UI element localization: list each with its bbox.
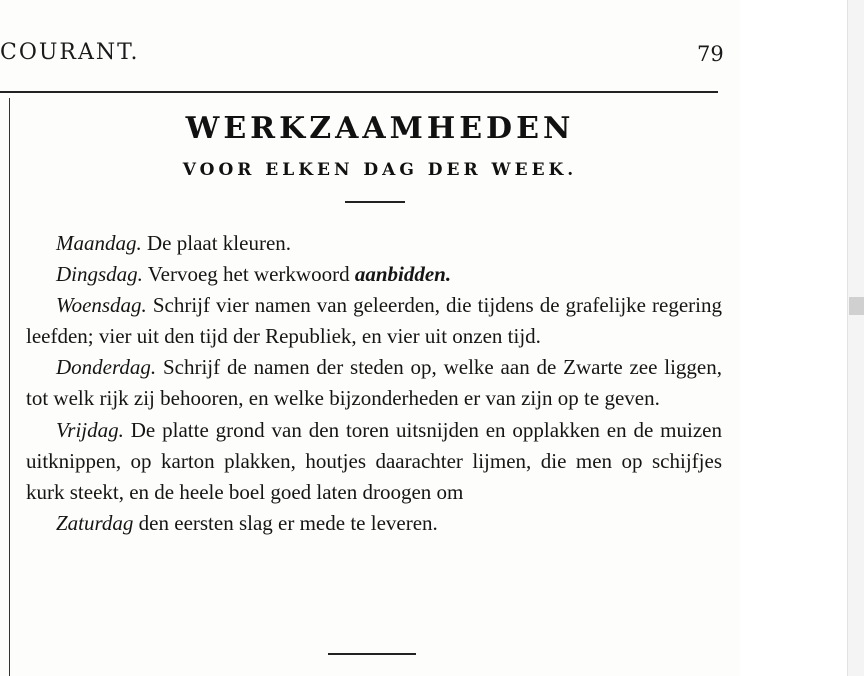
weekly-tasks — [26, 228, 722, 539]
entry-wednesday — [26, 290, 722, 352]
entry-tuesday — [26, 259, 722, 290]
column-rule — [9, 98, 10, 676]
running-title: COURANT. — [0, 40, 140, 65]
day-label: Vrijdag. — [56, 417, 124, 442]
entry-saturday — [26, 508, 722, 539]
day-label: Maandag. — [56, 231, 142, 255]
header-rule — [0, 91, 718, 93]
section-title: WERKZAAMHEDEN — [185, 111, 575, 146]
entry-monday — [26, 228, 722, 259]
title-divider — [345, 201, 405, 203]
page-number: 79 — [697, 42, 724, 66]
scrollbar-thumb[interactable] — [849, 297, 864, 315]
day-label: Zaturdag — [56, 510, 134, 535]
entry-friday — [26, 415, 722, 508]
entry-text: De plaat kleuren. — [141, 231, 292, 255]
day-label: Dingsdag. — [56, 262, 143, 287]
entry-text: Schrijf vier namen van geleerden, die tijdens de grafelijke regering leefden; vier uit den tijd der Republiek, en vier uit onzen tijd. — [26, 293, 722, 349]
emphasized-word: aanbidden. — [354, 262, 452, 287]
entry-text: Vervoeg het werkwoord — [142, 262, 355, 287]
right-margin — [740, 0, 848, 676]
entry-text: den eersten slag er mede te leveren. — [133, 510, 438, 535]
section-subtitle: VOOR ELKEN DAG DER WEEK. — [182, 160, 578, 180]
entry-thursday — [26, 352, 722, 414]
scrollbar-track[interactable] — [847, 0, 864, 676]
entry-text: Schrijf de namen der steden op, welke aan de Zwarte zee liggen, tot welk rijk zij behooren, en welke bijzonderheden er van zijn op te geven. — [26, 355, 722, 411]
day-label: Donderdag. — [56, 355, 157, 380]
day-label: Woensdag. — [56, 293, 147, 318]
closing-divider — [328, 653, 416, 655]
entry-text: De platte grond van den toren uitsnijden en opplakken en de muizen uitknippen, op karton plakken, houtjes daarachter lijmen, die men op schijfjes kurk steekt, en de heele boel goed laten droogen om — [26, 417, 722, 504]
